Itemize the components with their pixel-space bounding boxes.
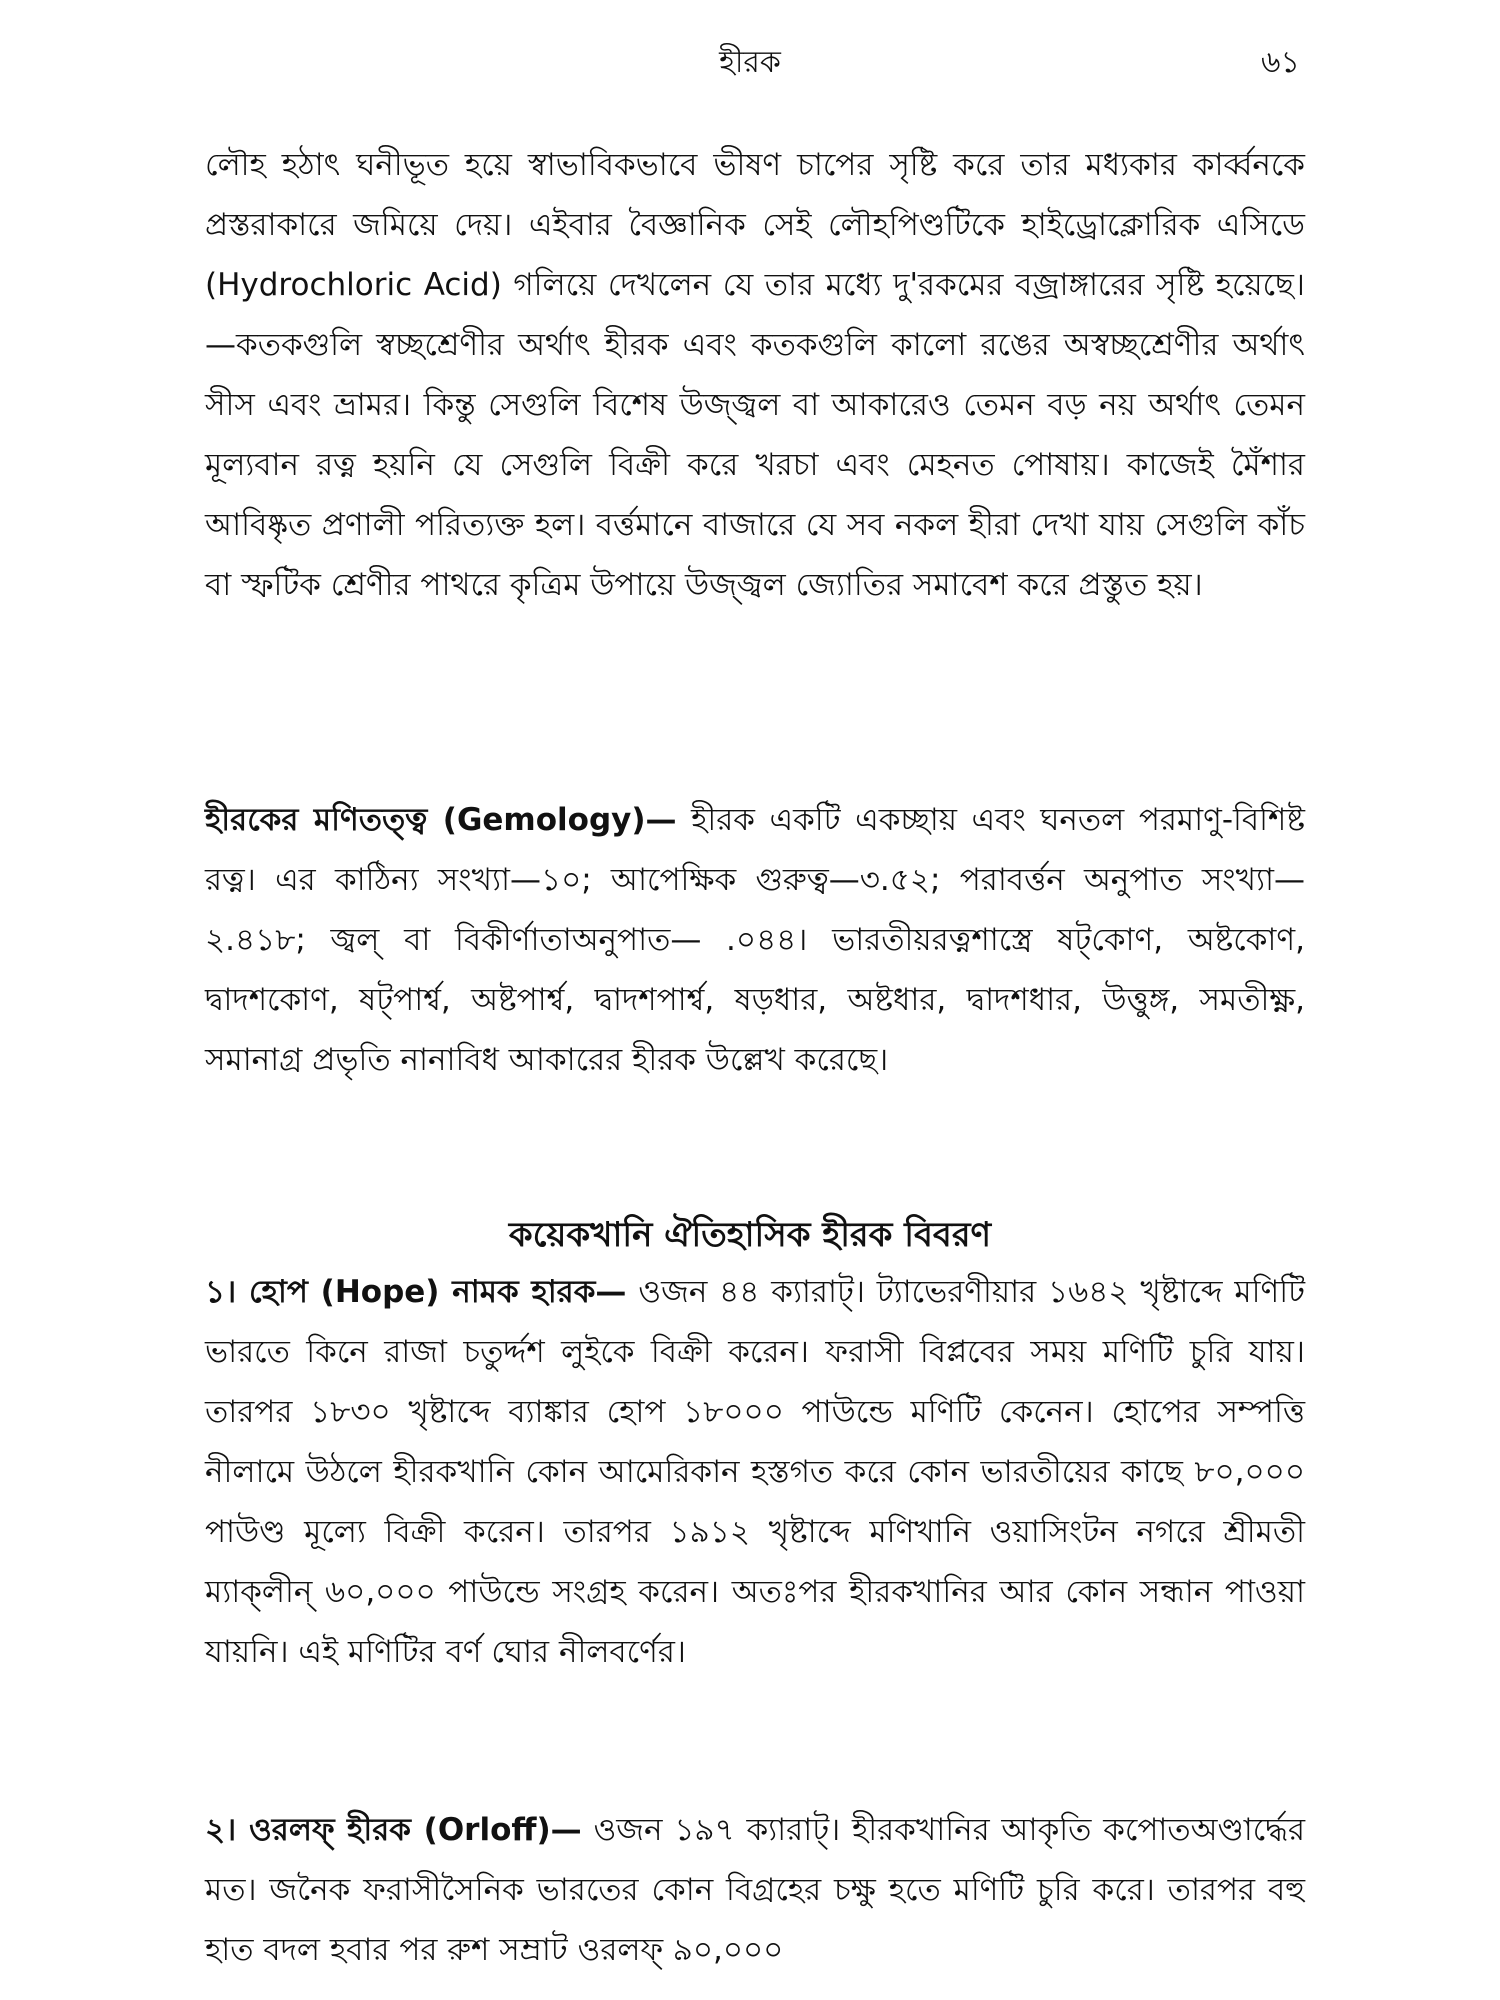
running-head xyxy=(0,30,1500,90)
paragraph-artificial-diamond xyxy=(205,135,1305,615)
page-number: ৬১ xyxy=(1261,45,1300,80)
paragraph-hope-diamond xyxy=(205,1262,1305,1682)
paragraph-text: লৌহ হঠাৎ ঘনীভূত হয়ে স্বাভাবিকভাবে ভীষণ চাপের সৃষ্টি করে তার মধ্যকার কার্ব্বনকে প্রস্তরাকারে জমিয়ে দেয়। এইবার বৈজ্ঞানিক সেই লৌহপিণ্ডটিকে হাইড্রোক্লোরিক এসিডে (Hydrochloric Acid) গলিয়ে দেখলেন যে তার মধ্যে দু'রকমের বজ্রাঙ্গারের সৃষ্টি হয়েছে।—কতকগুলি স্বচ্ছশ্রেণীর অর্থাৎ হীরক এবং কতকগুলি কালো রঙের অস্বচ্ছশ্রেণীর অর্থাৎ সীস এবং ভ্রামর। কিন্তু সেগুলি বিশেষ উজ্জ্বল বা আকারেও তেমন বড় নয় অর্থাৎ তেমন মূল্যবান রত্ন হয়নি যে সেগুলি বিক্রী করে খরচা এবং মেহনত পোষায়। কাজেই মৈঁশার আবিষ্কৃত প্রণালী পরিত্যক্ত হল। বর্ত্তমানে বাজারে যে সব নকল হীরা দেখা যায় সেগুলি কাঁচ বা স্ফটিক শ্রেণীর পাথরে কৃত্রিম উপায়ে উজ্জ্বল জ্যোতির সমাবেশ করে প্রস্তুত হয়। xyxy=(205,147,1305,603)
paragraph-text xyxy=(205,1800,1305,1980)
paragraph-body: ওজন ১৯৭ ক্যারাট্। হীরকখানির আকৃতি কপোতঅণ্ডার্দ্ধের মত। জনৈক ফরাসীসৈনিক ভারতের কোন বিগ্রহের চক্ষু হতে মণিটি চুরি করে। তারপর বহু হাত বদল হবার পর রুশ সম্রাট ওরলফ্ ৯০,০০০ xyxy=(205,1812,1305,1968)
paragraph-lead: ২। ওরলফ্ হীরক (Orloff)— xyxy=(205,1812,582,1848)
running-title: হীরক xyxy=(719,45,781,80)
paragraph-text xyxy=(205,1262,1305,1682)
section-heading: কয়েকখানি ঐতিহাসিক হীরক বিবরণ xyxy=(508,1215,992,1255)
paragraph-body: হীরক একটি একচ্ছায় এবং ঘনতল পরমাণু-বিশিষ্ট রত্ন। এর কাঠিন্য সংখ্যা—১০; আপেক্ষিক গুরুত্ব—৩.৫২; পরাবর্ত্তন অনুপাত সংখ্যা— ২.৪১৮; জ্বল্ বা বিকীর্ণাতাঅনুপাত— .০৪৪। ভারতীয়রত্নশাস্ত্রে ষট্‌কোণ, অষ্টকোণ, দ্বাদশকোণ, ষট্‌পার্শ্ব, অষ্টপার্শ্ব, দ্বাদশপার্শ্ব, ষড়ধার, অষ্টধার, দ্বাদশধার, উত্তুঙ্গ, সমতীক্ষ্ণ, সমানাগ্র প্রভৃতি নানাবিধ আকারের হীরক উল্লেখ করেছে। xyxy=(205,802,1305,1078)
paragraph-lead: ১। হোপ (Hope) নামক হারক— xyxy=(205,1274,627,1310)
paragraph-orloff-diamond xyxy=(205,1800,1305,1980)
paragraph-lead: হীরকের মণিতত্ত্ব (Gemology)— xyxy=(205,802,677,838)
paragraph-text xyxy=(205,790,1305,1090)
paragraph-gemology xyxy=(205,790,1305,1090)
paragraph-body: ওজন ৪৪ ক্যারাট্। ট্যাভেরণীয়ার ১৬৪২ খৃষ্টাব্দে মণিটি ভারতে কিনে রাজা চতুর্দ্দশ লুইকে বিক্রী করেন। ফরাসী বিপ্লবের সময় মণিটি চুরি যায়। তারপর ১৮৩০ খৃষ্টাব্দে ব্যাঙ্কার হোপ ১৮০০০ পাউন্ডে মণিটি কেনেন। হোপের সম্পত্তি নীলামে উঠলে হীরকখানি কোন আমেরিকান হস্তগত করে কোন ভারতীয়ের কাছে ৮০,০০০ পাউণ্ড মূল্যে বিক্রী করেন। তারপর ১৯১২ খৃষ্টাব্দে মণিখানি ওয়াসিংটন নগরে শ্রীমতী ম্যাক্‌লীন্ ৬০,০০০ পাউন্ডে সংগ্রহ করেন। অতঃপর হীরকখানির আর কোন সন্ধান পাওয়া যায়নি। এই মণিটির বর্ণ ঘোর নীলবর্ণের। xyxy=(205,1274,1305,1670)
